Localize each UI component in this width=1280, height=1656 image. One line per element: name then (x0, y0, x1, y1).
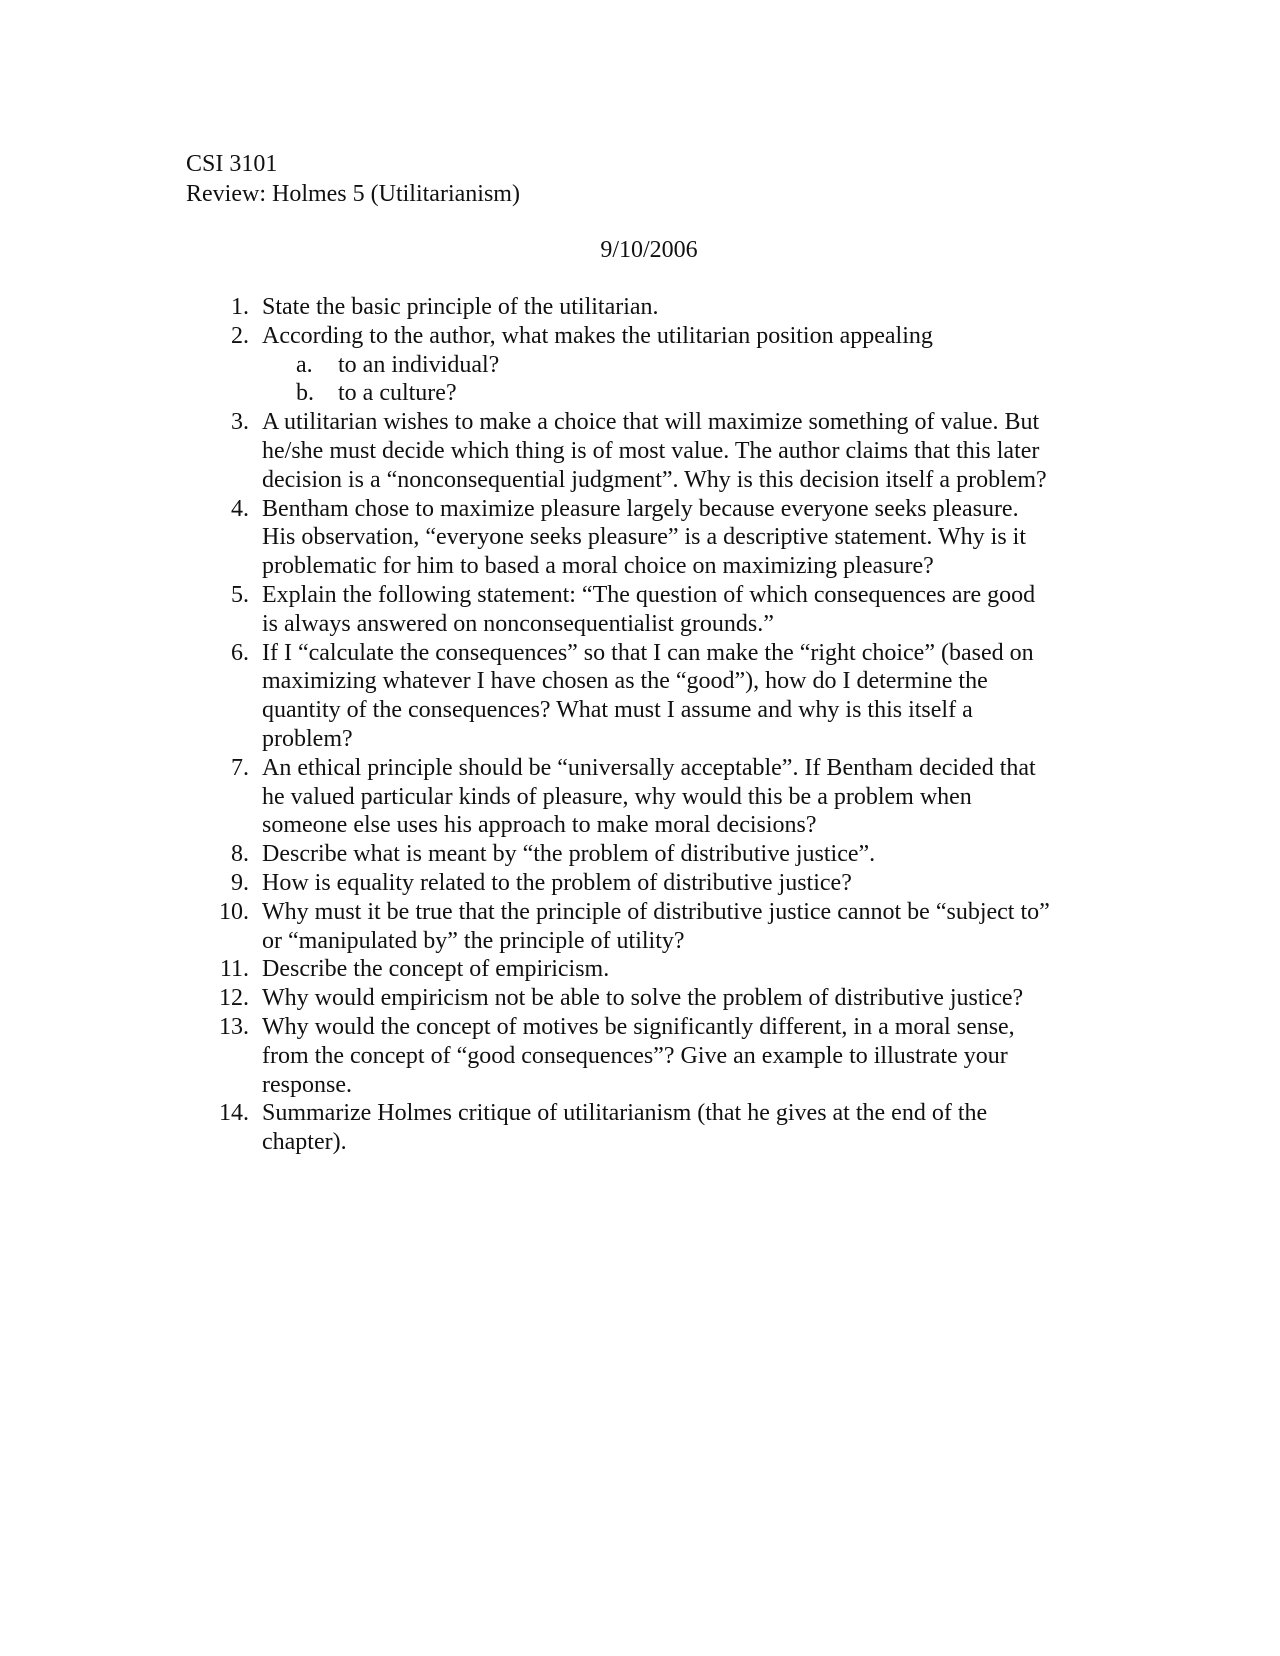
question-text (262, 495, 1080, 581)
question-line: he valued particular kinds of pleasure, why would this be a problem when (262, 783, 972, 810)
question-line: His observation, “everyone seeks pleasure” is a descriptive statement. Why is it (262, 524, 1026, 551)
question-number: 6. (231, 639, 249, 666)
question-line: A utilitarian wishes to make a choice that will maximize something of value. But (262, 409, 1040, 436)
question-text (262, 322, 1080, 351)
question-number: 1. (231, 294, 249, 320)
question-text (262, 898, 1080, 956)
question-text (262, 869, 1080, 898)
question-line: chapter). (262, 1129, 347, 1156)
question-number: 13. (219, 1013, 249, 1040)
question-item (0, 639, 1080, 754)
question-line: Why must it be true that the principle of distributive justice cannot be “subject to” (262, 898, 1050, 925)
question-number: 9. (231, 869, 249, 896)
question-text (262, 984, 1080, 1013)
question-line: problem? (262, 725, 353, 752)
question-text (262, 1013, 1080, 1099)
question-item (0, 754, 1080, 840)
question-item (0, 408, 1080, 494)
question-line: Describe what is meant by “the problem of distributive justice”. (262, 841, 876, 868)
question-line: problematic for him to based a moral choice on maximizing pleasure? (262, 553, 934, 580)
question-line: State the basic principle of the utilitarian. (262, 294, 659, 320)
question-line: Why would the concept of motives be significantly different, in a moral sense, (262, 1013, 1015, 1040)
question-number: 14. (219, 1100, 249, 1127)
course-code: CSI 3101 (186, 151, 278, 177)
question-number: 11. (219, 956, 249, 983)
question-item (0, 293, 1080, 322)
question-line: Why would empiricism not be able to solve the problem of distributive justice? (262, 985, 1024, 1012)
question-item (0, 955, 1080, 984)
sub-question-text: to a culture? (338, 380, 457, 407)
question-number: 12. (219, 985, 249, 1012)
question-item (0, 840, 1080, 869)
question-number: 3. (231, 409, 249, 436)
question-line: Bentham chose to maximize pleasure largely because everyone seeks pleasure. (262, 495, 1019, 522)
question-line: Explain the following statement: “The question of which consequences are good (262, 581, 1036, 608)
review-title: Review: Holmes 5 (Utilitarianism) (186, 181, 520, 207)
question-item (0, 1013, 1080, 1099)
question-line: decision is a “nonconsequential judgment”. Why is this decision itself a problem? (262, 466, 1047, 493)
question-item (0, 869, 1080, 898)
question-text (262, 754, 1080, 840)
question-number: 10. (219, 898, 249, 925)
question-list (0, 293, 1280, 1157)
sub-question-item (0, 351, 1080, 380)
question-line: someone else uses his approach to make moral decisions? (262, 812, 817, 839)
question-line: from the concept of “good consequences”? Give an example to illustrate your (262, 1042, 1008, 1069)
question-text (262, 639, 1080, 754)
document-date: 9/10/2006 (600, 237, 698, 263)
question-number: 4. (231, 495, 249, 522)
question-item (0, 581, 1080, 639)
question-line: Describe the concept of empiricism. (262, 956, 610, 983)
question-item (0, 495, 1080, 581)
question-line: How is equality related to the problem of distributive justice? (262, 869, 852, 896)
question-number: 5. (231, 581, 249, 608)
sub-question-letter: a. (296, 351, 313, 378)
question-item (0, 984, 1080, 1013)
question-line: An ethical principle should be “universally acceptable”. If Bentham decided that (262, 754, 1036, 781)
question-line: is always answered on nonconsequentialist grounds.” (262, 610, 774, 637)
question-text (262, 293, 1080, 322)
question-text (262, 840, 1080, 869)
question-item (0, 1099, 1080, 1157)
question-number: 7. (231, 754, 249, 781)
question-line: or “manipulated by” the principle of utility? (262, 927, 685, 954)
question-text (262, 581, 1080, 639)
question-line: According to the author, what makes the utilitarian position appealing (262, 322, 933, 349)
question-number: 2. (231, 322, 249, 349)
question-text (262, 1099, 1080, 1157)
question-line: maximizing whatever I have chosen as the “good”), how do I determine the (262, 668, 988, 695)
question-item (0, 898, 1080, 956)
sub-question-item (0, 379, 1080, 408)
question-text (262, 955, 1080, 984)
question-line: Summarize Holmes critique of utilitarianism (that he gives at the end of the (262, 1100, 988, 1127)
question-text (262, 408, 1080, 494)
sub-question-text: to an individual? (338, 351, 500, 378)
question-line: response. (262, 1071, 352, 1098)
question-line: quantity of the consequences? What must I assume and why is this itself a (262, 697, 973, 724)
question-line: he/she must decide which thing is of most value. The author claims that this later (262, 437, 1040, 464)
question-number: 8. (231, 841, 249, 868)
question-item (0, 322, 1080, 351)
question-line: If I “calculate the consequences” so that I can make the “right choice” (based on (262, 639, 1034, 666)
sub-question-letter: b. (296, 380, 314, 407)
